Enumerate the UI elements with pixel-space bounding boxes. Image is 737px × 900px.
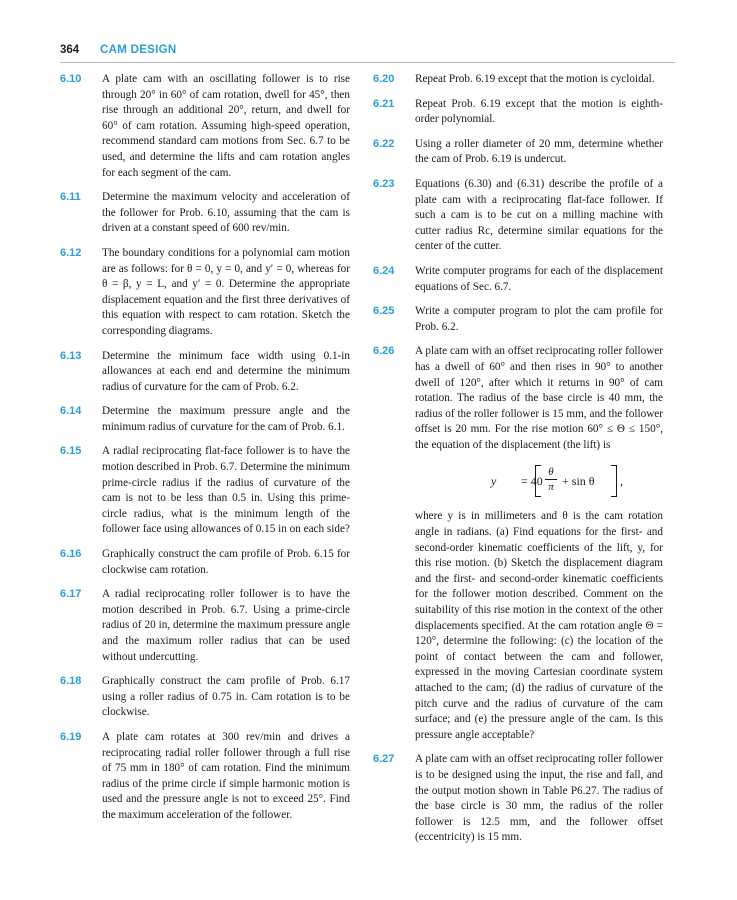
problem-6-24 — [373, 264, 663, 295]
fraction-denominator: π — [548, 481, 554, 494]
problem-number: 6.15 — [60, 445, 82, 458]
problem-number: 6.24 — [373, 264, 395, 277]
problem-6-14 — [60, 404, 350, 435]
problem-6-13 — [60, 349, 350, 396]
problem-text: Using a roller diameter of 20 mm, determine whether the cam of Prob. 6.19 is undercut. — [415, 137, 663, 166]
problem-6-21 — [373, 97, 663, 128]
problem-number: 6.16 — [60, 548, 82, 561]
problem-6-10 — [60, 72, 350, 181]
problem-number: 6.20 — [373, 73, 395, 85]
right-column — [373, 72, 663, 855]
problem-text: A plate cam with an offset reciprocating roller follower has a dwell of 60° and then rises in 90° to another dwell of 120°, after which it returns in 90° of cam rotation. The radius of the base circle is 40 mm, the radius of the roller follower is 15 mm, and the follower offset is 20 mm. For the rise motion 60° ≤ Θ ≤ 150°, the equation of the displacement (the lift) is — [415, 345, 663, 451]
problem-text: where y is in millimeters and θ is the cam rotation angle in radians. (a) Find equations for the first- and second-order kinematic coefficients of the lift, y, for this rise motion. (b) Sketch the displacement diagram and the first- and second-order kinematic coefficients for the follower motion described. Comment on the suitability of this rise motion in the context of the other displacements specified. At the cam rotation angle Θ = 120°, determine the following: (c) the location of the point of contact between the cam and follower, expressed in the moving Cartesian coordinate system attached to the cam; (d) the radius of curvature of the pitch curve and the radius of curvature of the cam surface; and (e) the pressure angle of the cam. Is this pressure angle acceptable? — [415, 510, 663, 741]
running-title: CAM DESIGN — [100, 44, 177, 56]
problem-text: Graphically construct the cam profile of Prob. 6.17 using a roller radius of 0.75 in. Cam rotation is to be clockwise. — [102, 675, 350, 719]
page-number: 364 — [60, 44, 80, 56]
problem-6-20 — [373, 72, 663, 88]
problem-6-16 — [60, 547, 350, 578]
problem-number: 6.17 — [60, 588, 82, 601]
problem-6-15 — [60, 444, 350, 538]
problem-text: Determine the maximum velocity and acceleration of the follower for Prob. 6.10, assuming that the cam is driven at a constant speed of 600 rev/min. — [102, 191, 350, 235]
problem-text: Write a computer program to plot the cam profile for Prob. 6.2. — [415, 305, 663, 333]
left-bracket — [535, 465, 541, 497]
problem-text: Determine the maximum pressure angle and the minimum radius of curvature for the cam of Prob. 6.1. — [102, 405, 350, 433]
problem-6-11 — [60, 190, 350, 237]
problem-number: 6.18 — [60, 675, 82, 688]
problem-6-12 — [60, 246, 350, 340]
problem-number: 6.10 — [60, 73, 82, 85]
problem-text: A radial reciprocating roller follower is to have the motion described in Prob. 6.7. Using a prime-circle radius of 20 in, determine the maximum pressure angle and the maximum roller radius that can be used without undercutting. — [102, 588, 350, 663]
problem-number: 6.21 — [373, 97, 395, 110]
problem-6-19 — [60, 730, 350, 824]
problem-text: Equations (6.30) and (6.31) describe the profile of a plate cam with a reciprocating flat-face follower. If such a cam is to be cut on a milling machine with cutter radius Rc, determine similar equations for the center of the cutter. — [415, 177, 663, 253]
problem-number: 6.13 — [60, 349, 82, 362]
problem-text: Repeat Prob. 6.19 except that the motion is eighth-order polynomial. — [415, 97, 663, 126]
problem-6-23 — [373, 177, 663, 255]
problem-number: 6.22 — [373, 137, 395, 150]
fraction-numerator: θ — [545, 465, 557, 480]
equation-lhs: y — [491, 474, 497, 489]
problem-6-25 — [373, 304, 663, 335]
problem-number: 6.26 — [373, 345, 395, 358]
problem-text: Write computer programs for each of the displacement equations of Sec. 6.7. — [415, 264, 663, 293]
problem-6-27 — [373, 752, 663, 846]
displacement-equation — [415, 459, 663, 503]
problem-number: 6.11 — [60, 191, 81, 204]
header-rule — [60, 62, 675, 63]
problem-6-22 — [373, 137, 663, 168]
problem-text: Repeat Prob. 6.19 except that the motion is cycloidal. — [415, 73, 655, 85]
left-column — [60, 72, 350, 833]
problem-6-26 — [373, 344, 663, 453]
right-bracket — [611, 465, 617, 497]
problem-text: The boundary conditions for a polynomial cam motion are as follows: for θ = 0, y = 0, and y′ = 0, whereas for θ = β, y = L, and y′ = 0. Determine the appropriate displacement equation and the first three derivatives of this equation with respect to cam rotation. Sketch the corresponding diagrams. — [102, 246, 350, 337]
problem-number: 6.14 — [60, 405, 82, 418]
problem-number: 6.27 — [373, 753, 395, 766]
problem-6-18 — [60, 674, 350, 721]
equation-coefficient: = 40 — [521, 474, 543, 489]
problem-6-26-continuation — [373, 509, 663, 743]
equation-fraction — [545, 465, 557, 494]
page-header — [60, 44, 675, 62]
problem-text: A plate cam with an oscillating follower is to rise through 20° in 60° of cam rotation, dwell for 45°, then rise through an additional 20°, return, and dwell for 60° of cam rotation. Assuming high-speed operation, recommend standard cam motions from Sec. 6.7 to be used, and determine the lifts and cam rotation angles for each segment of the cam. — [102, 73, 350, 179]
problem-text: A radial reciprocating flat-face follower is to have the motion described in Prob. 6.7. Determine the minimum prime-circle radius if the radius of curvature of the cam is not to be less than 0.5 in. Using this prime-circle radius, what is the minimum length of the follower face using allowances of 0.15 in on each side? — [102, 445, 350, 536]
problem-text: A plate cam rotates at 300 rev/min and drives a reciprocating radial roller follower through a full rise of 75 mm in 180° of cam rotation. Find the minimum radius of the prime circle if simple harmonic motion is used and the pressure angle is not to exceed 25°. Find the maximum acceleration of the follower. — [102, 730, 350, 821]
equation-rest: + sin θ — [562, 474, 595, 489]
problem-number: 6.19 — [60, 730, 82, 743]
problem-number: 6.12 — [60, 246, 82, 259]
equation-trailing-comma: , — [620, 474, 623, 489]
problem-text: A plate cam with an offset reciprocating roller follower is to be designed using the input, the rise and fall, and the output motion shown in Table P6.27. The radius of the base circle is 30 mm, the radius of the roller follower is 12.5 mm, and the follower offset (eccentricity) is 15 mm. — [415, 753, 663, 844]
problem-number: 6.23 — [373, 177, 395, 190]
problem-text: Determine the minimum face width using 0.1-in allowances at each end and determine the minimum radius of curvature for the cam of Prob. 6.2. — [102, 349, 350, 393]
problem-number: 6.25 — [373, 305, 395, 318]
problem-6-17 — [60, 587, 350, 665]
problem-text: Graphically construct the cam profile of Prob. 6.15 for clockwise cam rotation. — [102, 548, 350, 576]
